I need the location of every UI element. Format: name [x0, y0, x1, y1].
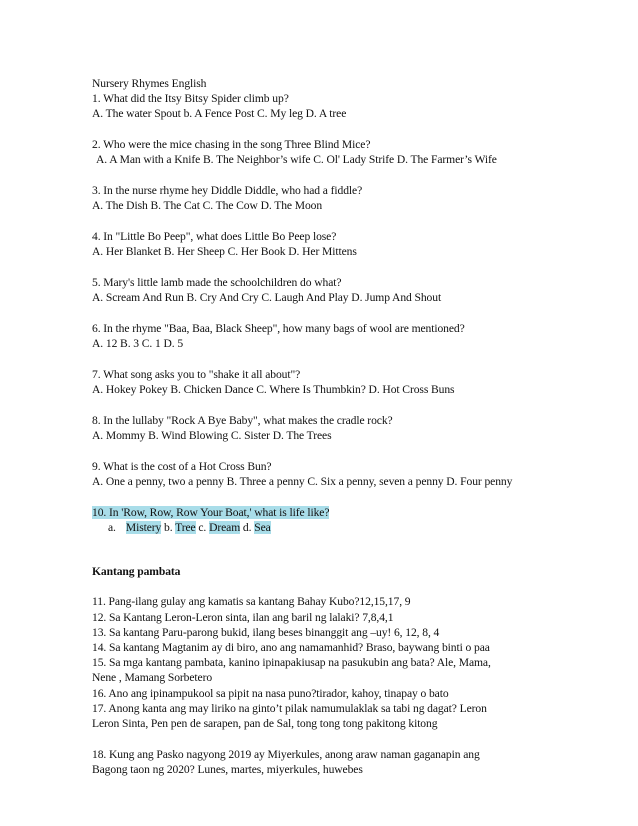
kantang-pambata-list [92, 594, 612, 731]
question-1 [92, 91, 612, 121]
document-title: Nursery Rhymes English [92, 77, 207, 90]
answer-choices: A. 12 B. 3 C. 1 D. 5 [92, 337, 184, 351]
choice-b: Tree [175, 521, 196, 535]
choice-a: Mistery [125, 521, 162, 535]
answer-choices: A. Hokey Pokey B. Chicken Dance C. Where Is Thumbkin? D. Hot Cross Buns [92, 383, 455, 397]
choice-label-a: a. [108, 521, 116, 535]
question-text: 4. In "Little Bo Peep", what does Little Bo Peep lose? [92, 230, 337, 244]
question-text: 5. Mary's little lamb made the schoolchildren do what? [92, 276, 342, 290]
answer-choices: A. Her Blanket B. Her Sheep C. Her Book D. Her Mittens [92, 245, 357, 259]
question-text: 9. What is the cost of a Hot Cross Bun? [92, 460, 272, 474]
answer-choices: A. The water Spout b. A Fence Post C. My leg D. A tree [92, 107, 347, 121]
question-6 [92, 321, 612, 351]
question-text: 6. In the rhyme "Baa, Baa, Black Sheep", how many bags of wool are mentioned? [92, 322, 465, 336]
answer-choices [92, 520, 612, 535]
choice-c: Dream [209, 521, 241, 535]
list-item: 17. Anong kanta ang may liriko na ginto’t pilak namumulaklak sa tabi ng dagat? Leron [92, 701, 487, 715]
list-item: 13. Sa kantang Paru-parong bukid, ilang beses binanggit ang –uy! 6, 12, 8, 4 [92, 625, 440, 639]
answer-choices: A. Scream And Run B. Cry And Cry C. Laugh And Play D. Jump And Shout [92, 291, 442, 305]
list-item: Leron Sinta, Pen pen de sarapen, pan de Sal, tong tong tong pakitong kitong [92, 717, 438, 731]
list-item: 18. Kung ang Pasko nagyong 2019 ay Miyerkules, anong araw naman gaganapin ang [92, 747, 480, 761]
list-item: Bagong taon ng 2020? Lunes, martes, miyerkules, huwebes [92, 763, 363, 777]
question-10 [92, 505, 612, 535]
choice-label-b: b. [164, 521, 173, 535]
question-text: 1. What did the Itsy Bitsy Spider climb up? [92, 92, 289, 106]
question-8 [92, 413, 612, 443]
choice-label-d: d. [242, 521, 252, 535]
question-18 [92, 747, 612, 777]
list-item: 16. Ano ang ipinampukool sa pipit na nasa puno?tirador, kahoy, tinapay o bato [92, 686, 449, 700]
answer-choices: A. Mommy B. Wind Blowing C. Sister D. The Trees [92, 429, 332, 443]
list-item: Nene , Mamang Sorbetero [92, 671, 213, 685]
question-text: 2. Who were the mice chasing in the song Three Blind Mice? [92, 138, 371, 152]
question-4 [92, 229, 612, 259]
question-text: 10. In 'Row, Row, Row Your Boat,' what is life like? [92, 506, 330, 520]
list-item: 15. Sa mga kantang pambata, kanino ipinapakiusap na pasukubin ang bata? Ale, Mama, [92, 656, 491, 670]
question-text: 8. In the lullaby "Rock A Bye Baby", what makes the cradle rock? [92, 414, 393, 428]
question-5 [92, 275, 612, 305]
list-item: 12. Sa Kantang Leron-Leron sinta, ilan ang baril ng lalaki? 7,8,4,1 [92, 610, 394, 624]
question-text: 3. In the nurse rhyme hey Diddle Diddle, who had a fiddle? [92, 184, 363, 198]
question-3 [92, 183, 612, 213]
answer-choices: A. The Dish B. The Cat C. The Cow D. The Moon [92, 199, 323, 213]
choice-d: Sea [254, 521, 271, 535]
answer-choices: A. A Man with a Knife B. The Neighbor’s wife C. Ol' Lady Strife D. The Farmer’s Wife [96, 153, 497, 167]
answer-choices: A. One a penny, two a penny B. Three a penny C. Six a penny, seven a penny D. Four penny [92, 475, 513, 489]
document-page [92, 76, 612, 777]
choice-label-c: c. [198, 521, 207, 535]
question-2 [92, 137, 612, 167]
list-item: 11. Pang-ilang gulay ang kamatis sa kantang Bahay Kubo?12,15,17, 9 [92, 595, 411, 609]
list-item: 14. Sa kantang Magtanim ay di biro, ano ang namamanhid? Braso, baywang binti o paa [92, 641, 490, 655]
question-7 [92, 367, 612, 397]
question-9 [92, 459, 612, 489]
question-text: 7. What song asks you to "shake it all about"? [92, 368, 301, 382]
section-heading: Kantang pambata [92, 564, 181, 578]
